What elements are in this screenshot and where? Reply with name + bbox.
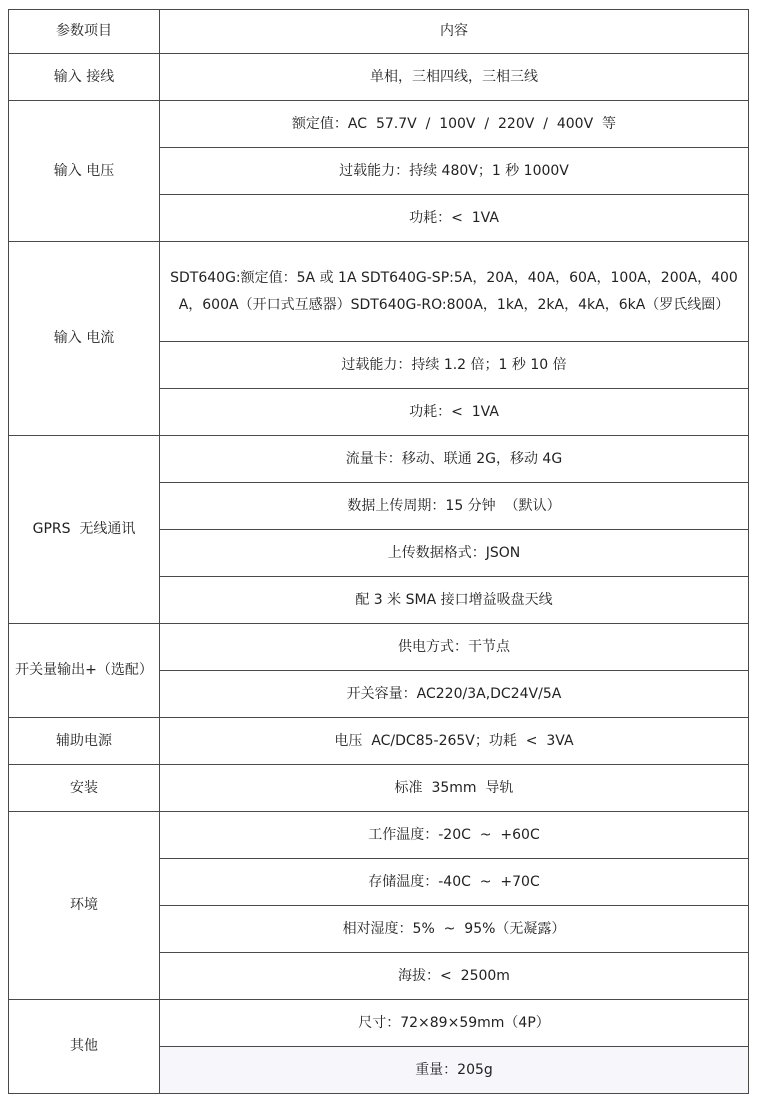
other-label: 其他 [9,1000,160,1094]
header-row [9,10,749,54]
input-wiring-value: 单相，三相四线，三相三线 [160,54,749,101]
table-row [9,1000,749,1047]
environment-storage-temp: 存储温度：-40C ~ +70C [160,859,749,906]
gprs-sim: 流量卡：移动、联通 2G，移动 4G [160,436,749,483]
install-label: 安装 [9,765,160,812]
aux-power-label: 辅助电源 [9,718,160,765]
switch-output-label: 开关量输出+（选配） [9,624,160,718]
input-voltage-label: 输入 电压 [9,101,160,242]
input-wiring-label: 输入 接线 [9,54,160,101]
input-voltage-overload: 过载能力：持续 480V；1 秒 1000V [160,148,749,195]
header-content: 内容 [160,10,749,54]
switch-output-capacity: 开关容量：AC220/3A,DC24V/5A [160,671,749,718]
table-row [9,812,749,859]
table-row [9,436,749,483]
environment-label: 环境 [9,812,160,1000]
switch-output-power-mode: 供电方式：干节点 [160,624,749,671]
spec-table [8,9,749,1094]
input-current-overload: 过载能力：持续 1.2 倍；1 秒 10 倍 [160,342,749,389]
input-current-label: 输入 电流 [9,242,160,436]
gprs-antenna: 配 3 米 SMA 接口增益吸盘天线 [160,577,749,624]
gprs-upload-format: 上传数据格式：JSON [160,530,749,577]
environment-work-temp: 工作温度：-20C ~ +60C [160,812,749,859]
other-weight: 重量：205g [160,1047,749,1094]
input-current-rated: SDT640G:额定值：5A 或 1A SDT640G-SP:5A，20A，40A，60A，100A，200A，400A，600A（开口式互感器）SDT640G-RO:800A，1kA，2kA，4kA，6kA（罗氏线圈） [160,242,749,342]
input-voltage-rated: 额定值：AC 57.7V / 100V / 220V / 400V 等 [160,101,749,148]
environment-altitude: 海拔：< 2500m [160,953,749,1000]
table-row [9,101,749,148]
install-value: 标准 35mm 导轨 [160,765,749,812]
table-row [9,718,749,765]
input-current-power: 功耗：< 1VA [160,389,749,436]
header-param: 参数项目 [9,10,160,54]
aux-power-value: 电压 AC/DC85-265V；功耗 < 3VA [160,718,749,765]
other-size: 尺寸：72×89×59mm（4P） [160,1000,749,1047]
environment-humidity: 相对湿度：5% ~ 95%（无凝露） [160,906,749,953]
gprs-label: GPRS 无线通讯 [9,436,160,624]
table-row [9,54,749,101]
input-voltage-power: 功耗：< 1VA [160,195,749,242]
gprs-upload-period: 数据上传周期：15 分钟 （默认） [160,483,749,530]
table-row [9,624,749,671]
table-row [9,242,749,342]
table-row [9,765,749,812]
